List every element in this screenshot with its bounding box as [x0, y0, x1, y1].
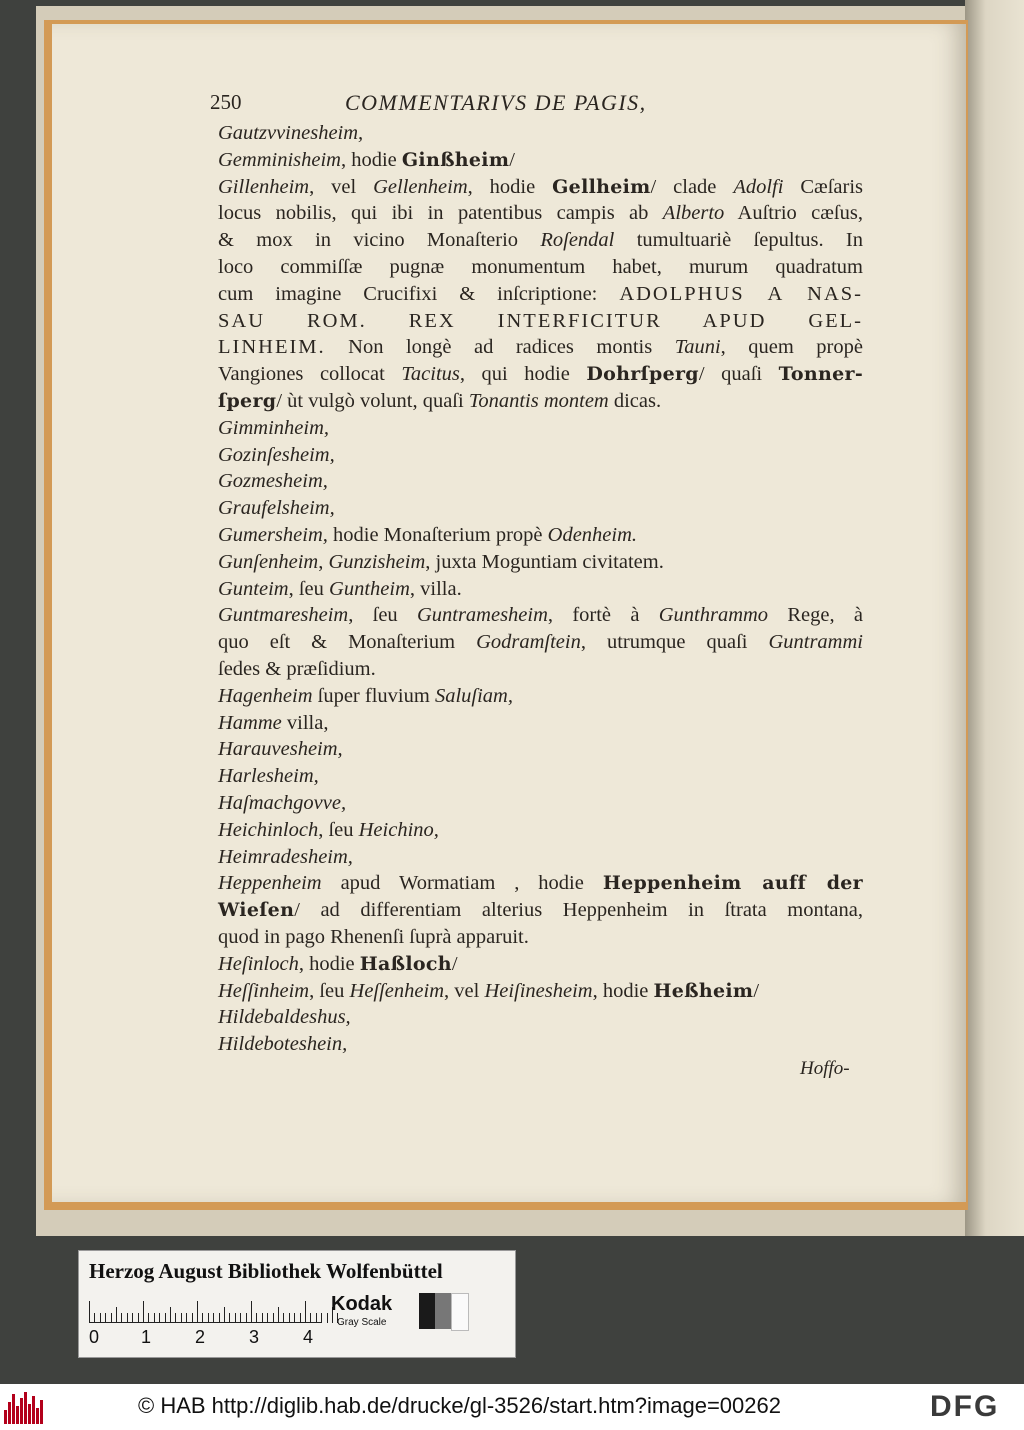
text-line: [218, 254, 863, 281]
italic-word: Gautzvvinesheim,: [218, 122, 364, 144]
text-run: tumultuariè ſepultus. In: [614, 229, 863, 252]
fraktur-word: Ginßheim: [401, 148, 510, 171]
text-run: , ſeu: [309, 979, 350, 1002]
ruler-number-1: 1: [141, 1327, 152, 1347]
opposite-page-edge: [965, 0, 1024, 1236]
ruler-tick: [121, 1313, 122, 1323]
italic-word: Graufelsheim,: [218, 497, 335, 520]
text-run: Cæſaris: [783, 175, 864, 198]
italic-word: Hamme: [218, 711, 282, 734]
ruler-number-2: 2: [195, 1327, 206, 1347]
white-swatch: [451, 1293, 469, 1331]
ruler-tick: [262, 1313, 263, 1323]
italic-word: Gimminheim,: [218, 416, 330, 439]
italic-word: Heichino,: [358, 818, 439, 841]
kodak-logo: Kodak: [331, 1293, 393, 1315]
italic-word: Guntheim: [329, 577, 410, 600]
italic-word: Odenheim.: [547, 523, 638, 546]
text-line: [218, 710, 863, 737]
italic-word: Gumersheim,: [218, 523, 328, 546]
text-line: [218, 844, 863, 871]
text-run: , utrumque quaſi: [580, 631, 769, 654]
page-header: [210, 90, 730, 120]
ruler-tick: [246, 1313, 247, 1323]
page-number: 250: [210, 90, 242, 114]
italic-word: Alberto: [662, 202, 725, 225]
ruler-tick: [289, 1313, 290, 1323]
text-run: ſedes & præſidium.: [218, 657, 376, 680]
fraktur-word: Heppenheim auff der: [602, 872, 863, 895]
ruler-tick: [111, 1313, 112, 1323]
italic-word: Gozinſesheim,: [218, 443, 335, 466]
ruler-tick: [251, 1301, 252, 1323]
ruler-tick: [186, 1313, 187, 1323]
fraktur-word: Wieſen: [218, 899, 295, 922]
italic-word: Hildeboteshein,: [218, 1033, 348, 1056]
capitals-text: LINHEIM.: [218, 336, 326, 359]
running-title: COMMENTARIVS DE PAGIS,: [345, 90, 647, 115]
italic-word: Haſmachgovve,: [218, 791, 347, 814]
text-run: & mox in vicino Monaſterio: [218, 229, 541, 252]
ruler-tick: [219, 1313, 220, 1323]
text-run: , vel: [309, 175, 374, 198]
text-run: , villa.: [409, 577, 462, 600]
card-title: Herzog August Bibliothek Wolfenbüttel: [89, 1259, 443, 1283]
color-calibration-card: [78, 1250, 516, 1358]
text-run: loco commiſſæ pugnæ monumentum habet, murum quadratum: [218, 255, 863, 278]
ruler-tick: [175, 1313, 176, 1323]
italic-word: Guntramesheim: [416, 604, 548, 627]
text-run: , quem propè: [720, 336, 863, 359]
italic-word: Heppenheim: [218, 872, 322, 895]
dfg-logo: DFG: [930, 1390, 1000, 1423]
text-run: , hodie: [298, 952, 360, 975]
text-line: [218, 415, 863, 442]
text-line: [218, 308, 863, 335]
ruler-tick: [105, 1313, 106, 1323]
text-line: [218, 549, 863, 576]
footer-credit-link[interactable]: © HAB http://diglib.hab.de/drucke/gl-3526/start.htm?image=00262: [138, 1393, 781, 1418]
black-swatch: [419, 1293, 435, 1329]
text-run: quod in pago Rhenenſi ſuprà apparuit.: [218, 925, 529, 948]
italic-word: Tacitus: [401, 363, 460, 386]
text-line: [218, 602, 863, 629]
catchword: Hoffo-: [800, 1058, 850, 1079]
logo-bar: [40, 1400, 43, 1424]
italic-word: Heſſinheim: [218, 979, 310, 1002]
text-run: , qui hodie: [459, 363, 587, 386]
ruler-tick: [138, 1313, 139, 1323]
text-line: [218, 897, 863, 924]
text-line: [218, 978, 863, 1005]
text-run: cum imagine Crucifixi & inſcriptione:: [218, 282, 620, 305]
text-run: /: [753, 979, 760, 1002]
ruler-tick: [143, 1301, 144, 1323]
text-line: [218, 522, 863, 549]
ruler-tick: [321, 1313, 322, 1323]
text-line: [218, 227, 863, 254]
italic-word: Heſſenheim: [349, 979, 445, 1002]
ruler-tick: [273, 1313, 274, 1323]
logo-bar: [36, 1408, 39, 1424]
ruler-tick: [159, 1313, 160, 1323]
ruler-tick: [127, 1313, 128, 1323]
italic-word: Hagenheim: [218, 684, 313, 707]
text-line: [218, 656, 863, 683]
text-line: [218, 120, 863, 147]
ruler-tick: [327, 1313, 328, 1323]
ruler-tick: [170, 1307, 171, 1323]
text-run: Vangiones collocat: [218, 363, 402, 386]
text-run: hodie Monaſterium propè: [327, 523, 548, 546]
italic-word: Roſendal: [540, 229, 615, 252]
text-line: [218, 281, 863, 308]
footer-bar: [0, 1384, 1024, 1430]
text-run: , vel: [444, 979, 485, 1002]
ruler-tick: [154, 1313, 155, 1323]
ruler-tick: [132, 1313, 133, 1323]
ruler-tick: [256, 1313, 257, 1323]
italic-word: Heſinloch: [218, 952, 299, 975]
text-run: , hodie: [592, 979, 654, 1002]
logo-bar: [4, 1410, 7, 1424]
text-line: [218, 174, 863, 201]
fraktur-word: Gellheim: [552, 175, 651, 198]
ruler-tick: [235, 1313, 236, 1323]
logo-bar: [8, 1402, 11, 1424]
logo-bar: [16, 1406, 19, 1424]
ruler-tick: [310, 1313, 311, 1323]
text-run: /: [509, 148, 515, 171]
text-line: [218, 790, 863, 817]
text-run: , fortè à: [547, 604, 659, 627]
fraktur-word: Dohrſperg: [586, 363, 699, 386]
italic-word: Harauvesheim,: [218, 738, 343, 761]
text-run: / ad differentiam alterius Heppenheim in ſtrata montana,: [294, 899, 863, 922]
italic-word: Hildebaldeshus,: [218, 1006, 351, 1029]
logo-bar: [32, 1396, 35, 1424]
italic-word: Gunzisheim: [328, 550, 426, 573]
text-line: [218, 147, 863, 174]
text-line: [218, 361, 863, 388]
text-line: [218, 951, 863, 978]
logo-bar: [24, 1392, 27, 1424]
ruler-tick: [208, 1313, 209, 1323]
italic-word: Harlesheim,: [218, 765, 319, 788]
text-run: / quaſi: [698, 363, 779, 386]
italic-word: Gozmesheim,: [218, 470, 328, 493]
italic-word: Godramſtein: [476, 631, 581, 654]
italic-word: Guntrammi: [768, 631, 863, 654]
ruler-tick: [94, 1313, 95, 1323]
ruler-tick: [202, 1313, 203, 1323]
text-line: [218, 388, 863, 415]
ruler-tick: [316, 1313, 317, 1323]
italic-word: Saluſiam,: [434, 684, 513, 707]
italic-word: Gemminisheim: [218, 148, 341, 171]
text-run: /: [451, 952, 458, 975]
text-line: [218, 1004, 863, 1031]
italic-word: Tonantis montem: [468, 389, 609, 412]
ruler: [89, 1293, 321, 1323]
ruler-tick: [100, 1313, 101, 1323]
ruler-tick: [229, 1313, 230, 1323]
text-run: / ùt vulgò volunt, quaſi: [276, 389, 469, 412]
text-run: Auſtrio cæſus,: [724, 202, 863, 225]
ruler-tick: [165, 1313, 166, 1323]
text-line: [218, 1031, 863, 1058]
fraktur-word: Haßloch: [359, 952, 452, 975]
italic-word: Adolfi: [733, 175, 784, 198]
ruler-tick: [294, 1313, 295, 1323]
text-run: locus nobilis, qui ibi in patentibus campis ab: [218, 202, 663, 225]
gray-swatch: [435, 1293, 451, 1329]
text-run: / clade: [650, 175, 734, 198]
text-line: [218, 870, 863, 897]
text-line: [218, 683, 863, 710]
ruler-tick: [224, 1307, 225, 1323]
fraktur-word: Tonner-: [778, 363, 863, 386]
text-run: quo eſt & Monaſterium: [218, 631, 477, 654]
ruler-tick: [305, 1301, 306, 1323]
text-run: , ſeu: [348, 604, 417, 627]
italic-word: Tauni: [674, 336, 721, 359]
text-line: [218, 576, 863, 603]
ruler-number-3: 3: [249, 1327, 260, 1347]
italic-word: Gunteim: [218, 577, 289, 600]
text-line: [218, 763, 863, 790]
ruler-tick: [197, 1301, 198, 1323]
text-line: [218, 924, 863, 951]
text-line: [218, 817, 863, 844]
text-line: [218, 442, 863, 469]
ruler-number-4: 4: [303, 1327, 314, 1347]
text-line: [218, 200, 863, 227]
italic-word: Heimradesheim,: [218, 845, 353, 868]
hab-logo-icon: [4, 1392, 46, 1424]
gray-scale-label: Gray Scale: [337, 1317, 387, 1328]
capitals-text: ADOLPHUS A NAS-: [619, 282, 863, 305]
ruler-tick: [213, 1313, 214, 1323]
text-run: , juxta Moguntiam civitatem.: [425, 550, 664, 573]
text-run: , hodie: [340, 148, 402, 171]
ruler-tick: [300, 1313, 301, 1323]
text-line: [218, 629, 863, 656]
ruler-tick: [267, 1313, 268, 1323]
ruler-tick: [192, 1313, 193, 1323]
italic-word: Gunſenheim: [218, 550, 319, 573]
ruler-baseline: [89, 1322, 321, 1323]
text-run: , ſeu: [318, 818, 359, 841]
text-run: Non longè ad radices montis: [325, 336, 675, 359]
text-run: ſuper fluvium: [312, 684, 435, 707]
ruler-tick: [240, 1313, 241, 1323]
italic-word: Heichinloch: [218, 818, 319, 841]
text-line: [218, 495, 863, 522]
text-run: villa,: [281, 711, 329, 734]
logo-bar: [28, 1404, 31, 1424]
italic-word: Gunthrammo: [658, 604, 769, 627]
ruler-tick: [181, 1313, 182, 1323]
text-run: dicas.: [608, 389, 662, 412]
fraktur-word: Heßheim: [653, 979, 754, 1002]
text-line: [218, 468, 863, 495]
text-run: apud Wormatiam , hodie: [321, 872, 603, 895]
text-run: , hodie: [467, 175, 553, 198]
ruler-tick: [278, 1307, 279, 1323]
fraktur-word: ſperg: [218, 389, 277, 412]
italic-word: Guntmaresheim: [218, 604, 349, 627]
ruler-tick: [116, 1307, 117, 1323]
ruler-tick: [283, 1313, 284, 1323]
capitals-text: SAU ROM. REX INTERFICITUR APUD GEL-: [218, 309, 863, 332]
page-body: [218, 120, 863, 1058]
logo-bar: [12, 1394, 15, 1424]
italic-word: Gillenheim: [218, 175, 310, 198]
ruler-tick: [148, 1313, 149, 1323]
text-line: [218, 334, 863, 361]
ruler-number-0: 0: [89, 1327, 100, 1347]
text-run: Rege, à: [768, 604, 863, 627]
logo-bar: [20, 1398, 23, 1424]
italic-word: Heiſinesheim: [484, 979, 593, 1002]
italic-word: Gellenheim: [373, 175, 468, 198]
text-run: , ſeu: [288, 577, 330, 600]
ruler-tick: [89, 1301, 90, 1323]
text-run: ,: [318, 550, 329, 573]
text-line: [218, 736, 863, 763]
